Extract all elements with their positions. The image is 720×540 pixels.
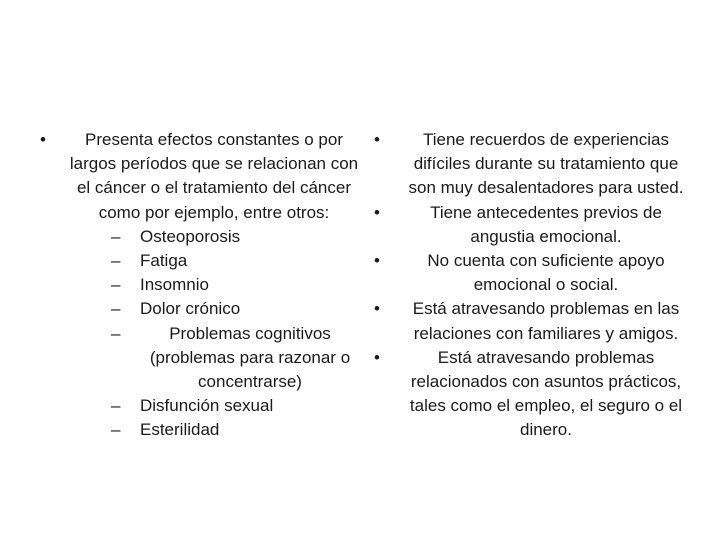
sub-bullet-list xyxy=(68,225,360,443)
dash-marker: – xyxy=(111,396,121,416)
sub-item-text: Esterilidad xyxy=(140,420,220,440)
bullet-marker: • xyxy=(374,347,380,367)
bullet-marker: • xyxy=(374,130,380,149)
bullet-marker: • xyxy=(374,299,380,319)
sub-list-item xyxy=(68,394,360,418)
sub-item-text: Insomnio xyxy=(140,275,209,295)
right-bullet-list xyxy=(372,128,692,443)
right-bullet-item xyxy=(372,249,692,297)
dash-marker: – xyxy=(111,226,121,246)
left-column xyxy=(30,128,360,443)
sub-item-text: Problemas cognitivos (problemas para razonar o concentrarse) xyxy=(149,323,351,392)
right-bullet-text: Está atravesando problemas relacionados con asuntos prácticos, tales como el empleo, el seguro o el dinero. xyxy=(409,347,683,440)
right-bullet-text: Tiene antecedentes previos de angustia emocional. xyxy=(430,202,662,246)
left-bullet-list xyxy=(30,128,360,443)
sub-list-item xyxy=(68,322,360,395)
bullet-marker: • xyxy=(374,251,380,271)
sub-list-item xyxy=(68,297,360,321)
right-bullet-text: Está atravesando problemas en las relaciones con familiares y amigos. xyxy=(412,299,680,343)
right-bullet-text: Tiene recuerdos de experiencias difíciles durante su tratamiento que son muy desalentadores para usted. xyxy=(408,130,684,198)
right-bullet-item xyxy=(372,128,692,201)
right-bullet-text: No cuenta con suficiente apoyo emocional o social. xyxy=(427,251,665,295)
sub-list-item xyxy=(68,418,360,442)
bullet-marker: • xyxy=(40,130,46,149)
left-bullet-text: Presenta efectos constantes o por largos períodos que se relacionan con el cáncer o el tratamiento del cáncer como por ejemplo, entre otros: xyxy=(69,130,359,222)
dash-marker: – xyxy=(111,323,121,343)
sub-item-text: Dolor crónico xyxy=(140,299,241,319)
bullet-marker: • xyxy=(374,202,380,222)
sub-item-text: Osteoporosis xyxy=(140,226,241,246)
dash-marker: – xyxy=(111,420,121,440)
right-bullet-item xyxy=(372,297,692,345)
dash-marker: – xyxy=(111,299,121,319)
left-bullet-item xyxy=(30,128,360,443)
right-bullet-item xyxy=(372,346,692,443)
sub-item-text: Disfunción sexual xyxy=(140,396,274,416)
sub-item-text: Fatiga xyxy=(140,251,188,271)
right-column xyxy=(372,128,692,443)
sub-list-item xyxy=(68,273,360,297)
right-bullet-item xyxy=(372,201,692,249)
dash-marker: – xyxy=(111,251,121,271)
sub-list-item xyxy=(68,249,360,273)
dash-marker: – xyxy=(111,275,121,295)
sub-list-item xyxy=(68,225,360,249)
